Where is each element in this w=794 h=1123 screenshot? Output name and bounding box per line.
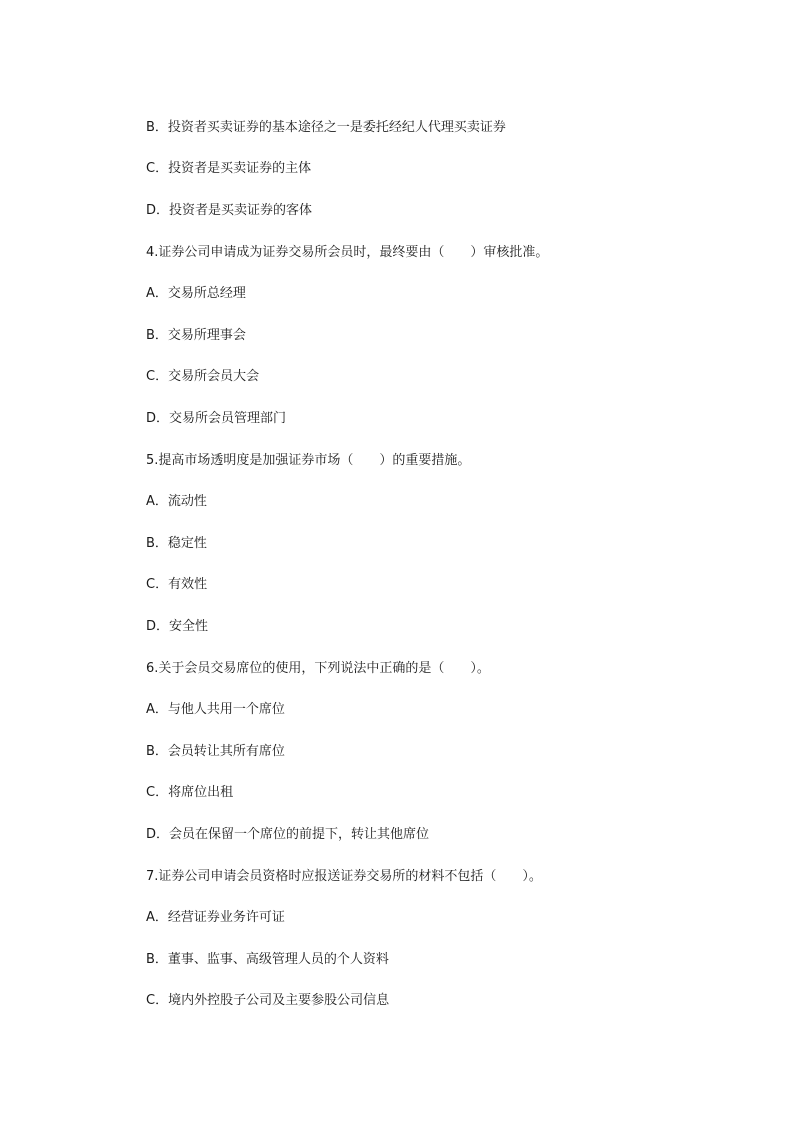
option-a-q4: A．交易所总经理 xyxy=(146,286,246,301)
option-d-q5: D．安全性 xyxy=(146,619,209,634)
question-6: 6.关于会员交易席位的使用，下列说法中正确的是（ ）。 xyxy=(146,661,490,676)
question-7: 7.证券公司申请会员资格时应报送证券交易所的材料不包括（ ）。 xyxy=(146,869,542,884)
option-c-q6: C．将席位出租 xyxy=(146,785,234,800)
option-a-q6: A．与他人共用一个席位 xyxy=(146,702,285,717)
option-b-q7: B．董事、监事、高级管理人员的个人资料 xyxy=(146,952,389,967)
option-c-q3: C．投资者是买卖证券的主体 xyxy=(146,161,312,176)
option-c-q5: C．有效性 xyxy=(146,577,208,592)
option-a-q5: A．流动性 xyxy=(146,494,207,509)
option-b-q3: B．投资者买卖证券的基本途径之一是委托经纪人代理买卖证券 xyxy=(146,120,506,135)
option-c-q4: C．交易所会员大会 xyxy=(146,369,260,384)
option-d-q3: D．投资者是买卖证券的客体 xyxy=(146,203,313,218)
option-c-q7: C．境内外控股子公司及主要参股公司信息 xyxy=(146,993,390,1008)
option-b-q4: B．交易所理事会 xyxy=(146,328,246,343)
question-5: 5.提高市场透明度是加强证券市场（ ）的重要措施。 xyxy=(146,453,471,468)
option-a-q7: A．经营证券业务许可证 xyxy=(146,910,285,925)
option-d-q6: D．会员在保留一个席位的前提下，转让其他席位 xyxy=(146,827,430,842)
option-b-q6: B．会员转让其所有席位 xyxy=(146,744,285,759)
question-4: 4.证券公司申请成为证券交易所会员时，最终要由（ ）审核批准。 xyxy=(146,245,549,260)
option-b-q5: B．稳定性 xyxy=(146,536,207,551)
option-d-q4: D．交易所会员管理部门 xyxy=(146,411,287,426)
